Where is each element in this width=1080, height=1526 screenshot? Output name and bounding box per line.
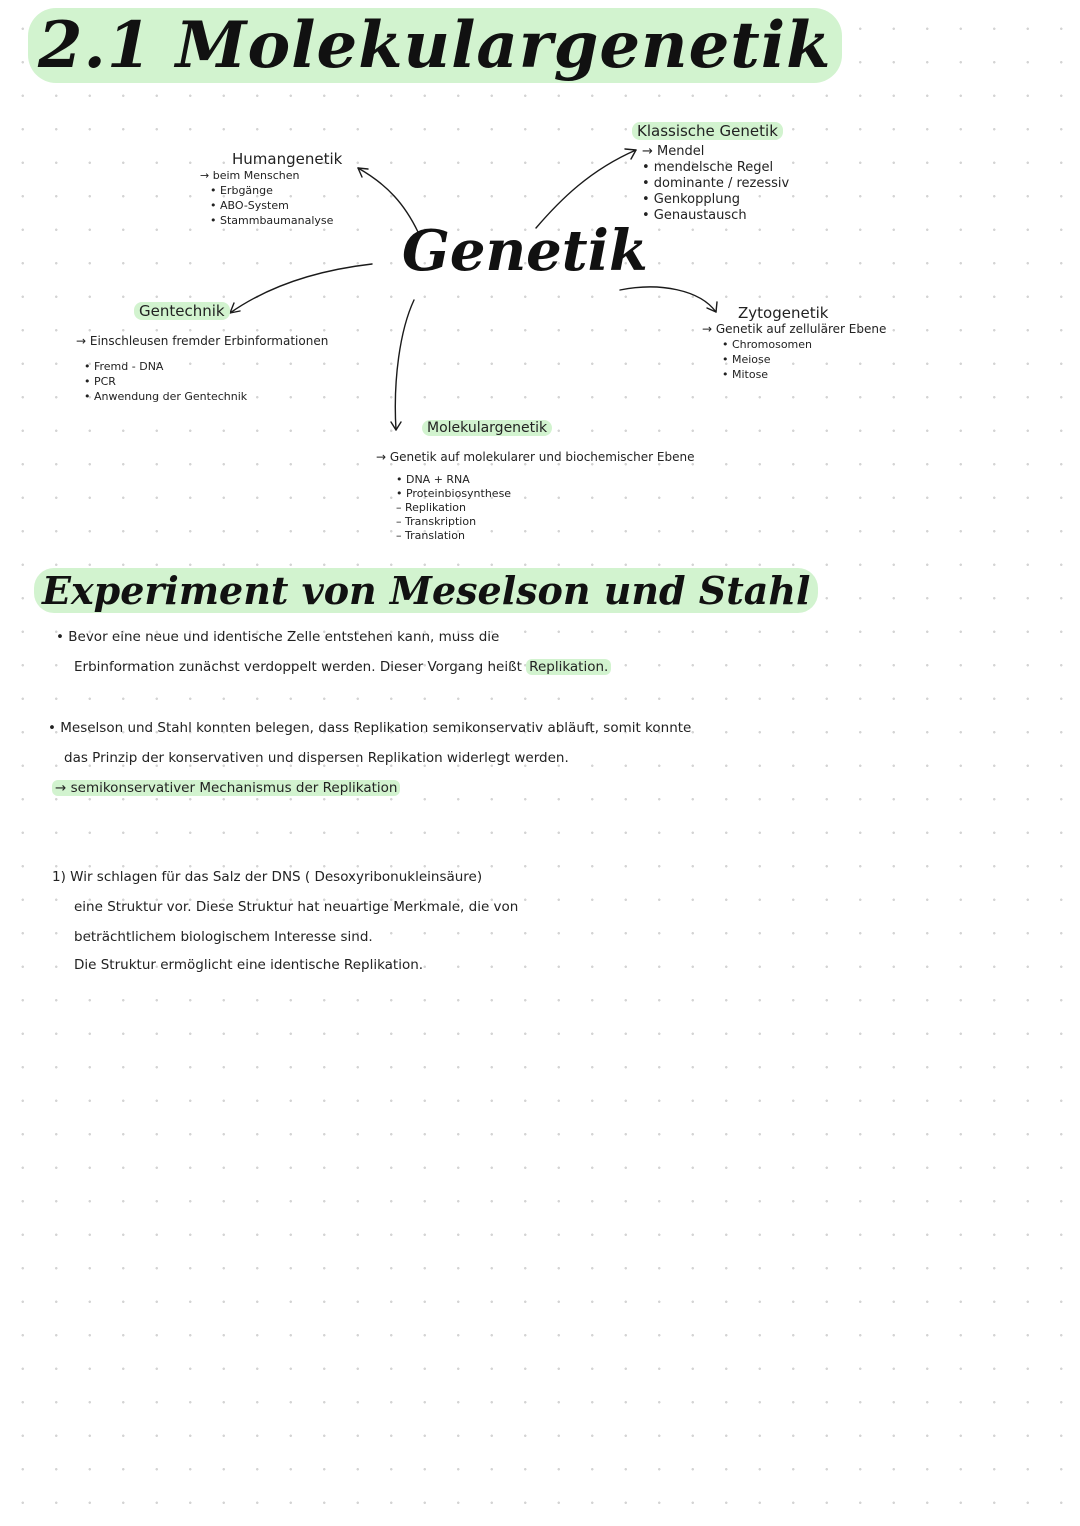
zytogenetik-list — [722, 337, 886, 382]
paragraph-3-line-2: eine Struktur vor. Diese Struktur hat neuartige Merkmale, die von — [74, 899, 519, 915]
humangenetik-node — [200, 150, 342, 228]
gentechnik-title: Gentechnik — [134, 302, 328, 320]
list-item: • mendelsche Regel — [642, 160, 774, 175]
paragraph-2-line-3: → semikonservativer Mechanismus der Replikation — [52, 773, 691, 803]
list-item: • Meiose — [722, 353, 771, 366]
humangenetik-intro: → beim Menschen — [200, 169, 300, 182]
list-item: • Genkopplung — [642, 192, 740, 207]
paragraph-3-line-1: 1) Wir schlagen für das Salz der DNS ( Desoxyribonukleinsäure) — [52, 869, 483, 885]
paragraph-3-line-4: Die Struktur ermöglicht eine identische Replikation. — [74, 957, 424, 973]
center-genetik: Genetik — [402, 218, 648, 284]
arrow-to-molekular — [395, 300, 414, 430]
molekular-list — [396, 473, 694, 543]
gentechnik-list — [84, 359, 328, 404]
klassische-intro: → Mendel — [642, 144, 705, 159]
molekular-intro: → Genetik auf molekularer und biochemischer Ebene — [376, 450, 695, 464]
list-item: • ABO-System — [210, 199, 289, 212]
klassische-title: Klassische Genetik — [632, 122, 789, 140]
paragraph-1-line-2: Erbinformation zunächst verdoppelt werden. Dieser Vorgang heißt Replikation. — [74, 652, 611, 682]
list-item: – Transkription — [396, 515, 477, 528]
arrow-to-klassische — [536, 150, 636, 228]
list-item: • Fremd - DNA — [84, 360, 164, 373]
paragraph-1 — [56, 622, 611, 682]
list-item: • Mitose — [722, 368, 769, 381]
paragraph-2-line-1: • Meselson und Stahl konnten belegen, dass Replikation semikonservativ abläuft, somit konnte — [48, 720, 692, 736]
paragraph-3-line-3: beträchtlichem biologischem Interesse sind. — [74, 929, 373, 945]
list-item: • Genaustausch — [642, 208, 747, 223]
klassische-node — [632, 122, 789, 224]
list-item: • Stammbaumanalyse — [210, 214, 334, 227]
humangenetik-list — [210, 183, 342, 228]
list-item: • dominante / rezessiv — [642, 176, 790, 191]
replikation-term: Replikation. — [526, 659, 611, 675]
list-item: • Anwendung der Gentechnik — [84, 390, 248, 403]
page-title: 2.1 Molekulargenetik — [28, 8, 842, 83]
list-item: • PCR — [84, 375, 116, 388]
paragraph-2 — [48, 713, 691, 803]
klassische-list — [642, 160, 789, 224]
paragraph-1-line-1: • Bevor eine neue und identische Zelle entstehen kann, muss die — [56, 629, 500, 645]
paragraph-3 — [52, 862, 518, 980]
list-item: – Replikation — [396, 501, 466, 514]
zytogenetik-intro: → Genetik auf zellulärer Ebene — [702, 322, 887, 336]
experiment-heading: Experiment von Meselson und Stahl — [34, 568, 818, 613]
paragraph-2-line-2: das Prinzip der konservativen und dispersen Replikation widerlegt werden. — [64, 750, 569, 766]
list-item: • Proteinbiosynthese — [396, 487, 512, 500]
list-item: • Erbgänge — [210, 184, 273, 197]
gentechnik-node — [76, 302, 328, 404]
list-item: – Translation — [396, 529, 465, 542]
gentechnik-intro: → Einschleusen fremder Erbinformationen — [76, 334, 329, 348]
humangenetik-title: Humangenetik — [232, 150, 343, 168]
molekular-node — [376, 420, 694, 543]
list-item: • DNA + RNA — [396, 473, 470, 486]
zytogenetik-node — [702, 304, 886, 382]
zytogenetik-title: Zytogenetik — [738, 304, 829, 322]
molekular-title: Molekulargenetik — [422, 420, 694, 436]
list-item: • Chromosomen — [722, 338, 813, 351]
